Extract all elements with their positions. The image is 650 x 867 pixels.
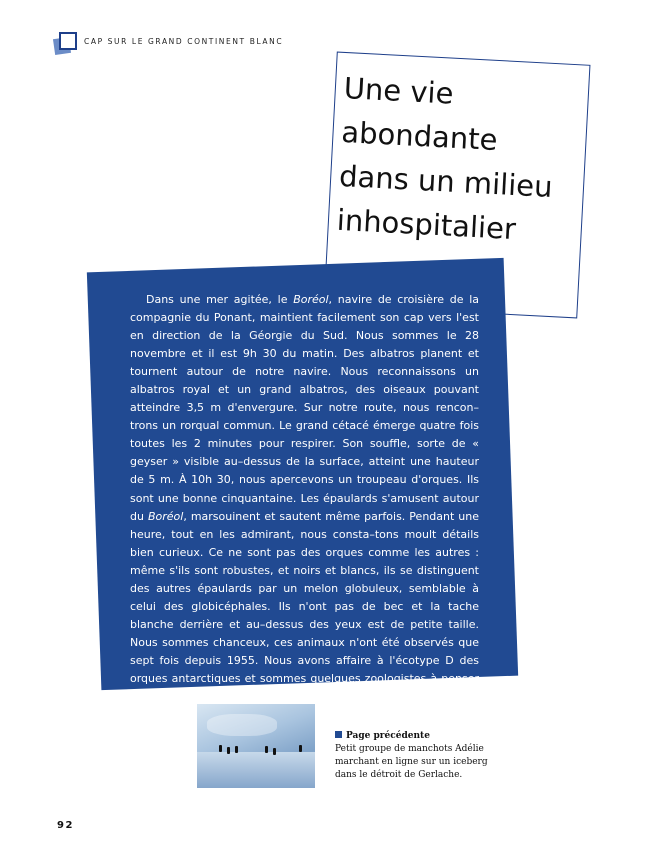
penguin-icon [265, 746, 268, 753]
header-logo [54, 32, 78, 56]
page-number: 92 [57, 820, 74, 831]
title-line-2: abondante [340, 114, 499, 158]
penguin-icon [219, 745, 222, 752]
body-text-b: , navire de croisière de la compagnie du Ponant, maintient facilement son cap vers l'est en direction de la Géorgie du Sud. Nous sommes le 28 novembre et il est 9h 30 du matin. Des albatros planent et tournent autour de notre navire. Nous reconnaissons un albatros royal et un grand albatros, des oiseaux pouvant atteindre 3,5 m d'envergure. Sur notre route, nous rencon–trons un rorqual commun. Le grand cétacé émerge quatre fois toutes les 2 minutes pour respirer. Son souffle, sorte de « geyser » visible au–dessus de la surface, atteint une hauteur de 5 m. À 10h 30, nous apercevons un troupeau d'orques. Ils sont une bonne cinquantaine. Les épaulards s'amusent autour du [130, 293, 479, 523]
photo-ice-highlight [207, 714, 277, 736]
penguin-icon [227, 747, 230, 754]
penguin-icon [299, 745, 302, 752]
ship-name-1: Boréol [293, 293, 329, 306]
body-paragraph [130, 291, 479, 706]
running-title: CAP SUR LE GRAND CONTINENT BLANC [84, 37, 284, 46]
title-line-4: inhospitalier [336, 202, 517, 247]
title-line-3: dans un milieu [338, 158, 554, 205]
caption-square-icon [335, 731, 342, 738]
title-line-1: Une vie [342, 70, 455, 111]
body-text-a: Dans une mer agitée, le [146, 293, 294, 306]
caption-text: Petit groupe de manchots Adélie marchant en ligne sur un iceberg dans le détroit de Gerlache. [335, 744, 488, 780]
body-text-c: , marsouinent et sautent même parfois. Pendant une heure, tout en les admirant, nous consta–tons moult détails bien curieux. Ce ne sont pas des orques comme les autres : même s'ils sont robustes, et noirs et blancs, ils se distinguent des autres épaulards par un melon globuleux, semblable à celui des globicéphales. Ils n'ont pas de bec et la tache blanche derrière et au–dessus des yeux est de petite taille. Nous sommes chanceux, ces animaux n'ont été observés que sept fois depuis 1955. Nous avons affaire à l'écotype D des orques antarctiques et sommes quelques zoologistes à penser qu'il s'agit d'une nouvelle espèce d'épaulard… affaire à suivre. [130, 509, 480, 704]
penguin-icon [235, 746, 238, 753]
caption-heading: Page précédente [346, 731, 430, 741]
penguin-icon [273, 748, 276, 755]
photo-iceberg [197, 752, 315, 788]
page-title [336, 66, 585, 254]
photo-caption [335, 730, 505, 782]
penguin-photo [197, 704, 315, 788]
logo-front-square [59, 32, 77, 50]
caption-heading-row [335, 730, 505, 743]
ship-name-2: Boréol [147, 509, 184, 523]
